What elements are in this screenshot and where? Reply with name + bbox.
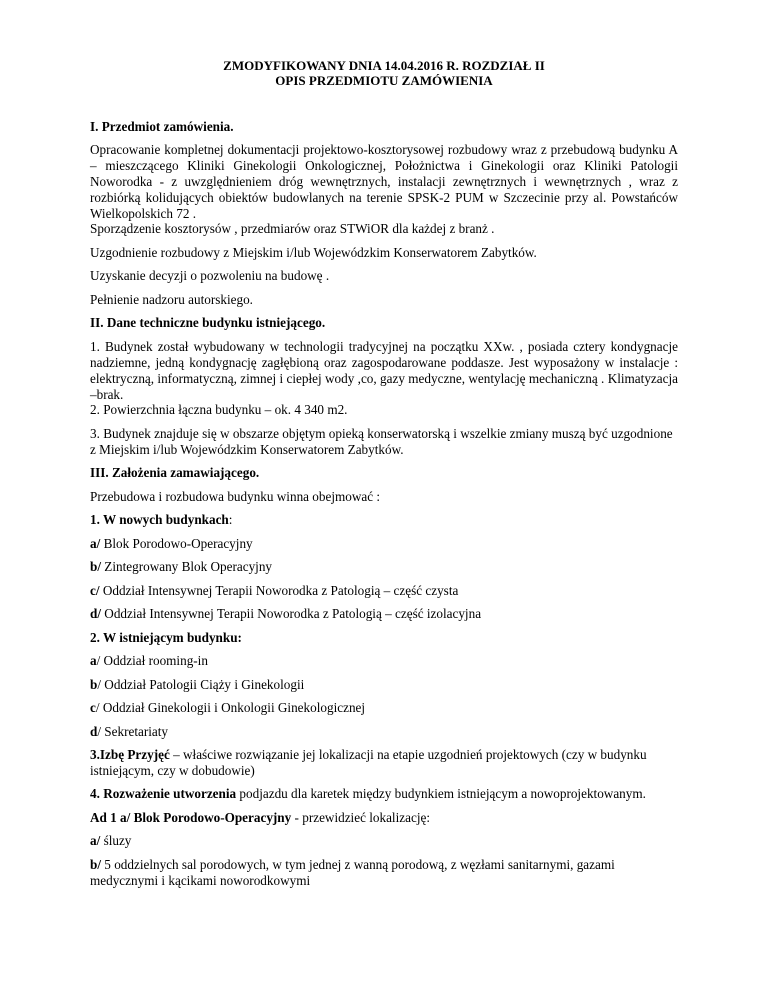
existing-building-item-c: c/ Oddział Ginekologii i Onkologii Ginekologicznej xyxy=(90,700,366,715)
section-1-paragraph-2: Sporządzenie kosztorysów , przedmiarów oraz STWiOR dla każdej z branż . xyxy=(90,221,495,236)
new-buildings-item-b: b/ Zintegrowany Blok Operacyjny xyxy=(90,559,273,574)
section-2-item-3: 3. Budynek znajduje się w obszarze objętym opieką konserwatorską i wszelkie zmiany muszą być uzgodnione z Miejskim i/lub Wojewódzkim Konserwatorem Zabytków. xyxy=(90,426,673,457)
existing-building-heading: 2. W istniejącym budynku: xyxy=(90,630,242,645)
section-2-item-2: 2. Powierzchnia łączna budynku – ok. 4 340 m2. xyxy=(90,402,348,417)
section-1-heading: I. Przedmiot zamówienia. xyxy=(90,119,234,134)
new-buildings-item-c: c/ Oddział Intensywnej Terapii Noworodka z Patologią – część czysta xyxy=(90,583,459,598)
document-title-line-2: OPIS PRZEDMIOTU ZAMÓWIENIA xyxy=(275,73,493,88)
new-buildings-item-d: d/ Oddział Intensywnej Terapii Noworodka z Patologią – część izolacyjna xyxy=(90,606,482,621)
section-3-heading: III. Założenia zamawiającego. xyxy=(90,465,260,480)
section-1-paragraph-5: Pełnienie nadzoru autorskiego. xyxy=(90,292,253,307)
ad-1a-item-a: a/ śluzy xyxy=(90,833,132,848)
section-1-paragraph-3: Uzgodnienie rozbudowy z Miejskim i/lub Wojewódzkim Konserwatorem Zabytków. xyxy=(90,245,537,260)
section-1-paragraph-1: Opracowanie kompletnej dokumentacji projektowo-kosztorysowej rozbudowy wraz z przebudową budynku A – mieszczącego Kliniki Ginekologii Onkologicznej, Położnictwa i Ginekologii oraz Kliniki Patologii Noworodka - z uwzględnieniem dróg wewnętrznych, instalacji zewnętrznych i wewnętrznych , wraz z rozbiórką kolidujących obiektów budowlanych na terenie SPSK-2 PUM w Szczecinie przy al. Powstańców Wielkopolskich 72 . xyxy=(90,142,678,221)
ad-1a-heading: Ad 1 a/ Blok Porodowo-Operacyjny - przewidzieć lokalizację: xyxy=(90,810,431,825)
existing-building-item-d: d/ Sekretariaty xyxy=(90,724,169,739)
section-3-intro: Przebudowa i rozbudowa budynku winna obejmować : xyxy=(90,489,381,504)
document-page xyxy=(90,0,678,888)
existing-building-item-b: b/ Oddział Patologii Ciąży i Ginekologii xyxy=(90,677,305,692)
ad-1a-item-b: b/ 5 oddzielnych sal porodowych, w tym jednej z wanną porodową, z węzłami sanitarnymi, gazami medycznymi i kącikami noworodkowymi xyxy=(90,857,615,888)
existing-building-item-a: a/ Oddział rooming-in xyxy=(90,653,208,668)
section-2-heading: II. Dane techniczne budynku istniejącego. xyxy=(90,315,326,330)
new-buildings-heading: 1. W nowych budynkach: xyxy=(90,512,233,527)
point-4-ambulance-driveway: 4. Rozważenie utworzenia podjazdu dla karetek między budynkiem istniejącym a nowoprojektowanym. xyxy=(90,786,646,801)
document-title-line-1: ZMODYFIKOWANY DNIA 14.04.2016 R. ROZDZIAŁ II xyxy=(223,58,545,73)
section-1-paragraph-4: Uzyskanie decyzji o pozwoleniu na budowę . xyxy=(90,268,330,283)
section-2-item-1: 1. Budynek został wybudowany w technologii tradycyjnej na początku XXw. , posiada cztery kondygnacje nadziemne, jedną kondygnację zagłębioną oraz zagospodarowane poddasze. Jest wyposażony w instalacje : elektryczną, informatyczną, zimnej i ciepłej wody ,co, gazy medyczne, wentylację mechaniczną . Klimatyzacja –brak. xyxy=(90,339,678,402)
new-buildings-item-a: a/ Blok Porodowo-Operacyjny xyxy=(90,536,253,551)
point-3-admissions: 3.Izbę Przyjęć – właściwe rozwiązanie jej lokalizacji na etapie uzgodnień projektowych (czy w budynku istniejącym, czy w dobudowie) xyxy=(90,747,647,778)
